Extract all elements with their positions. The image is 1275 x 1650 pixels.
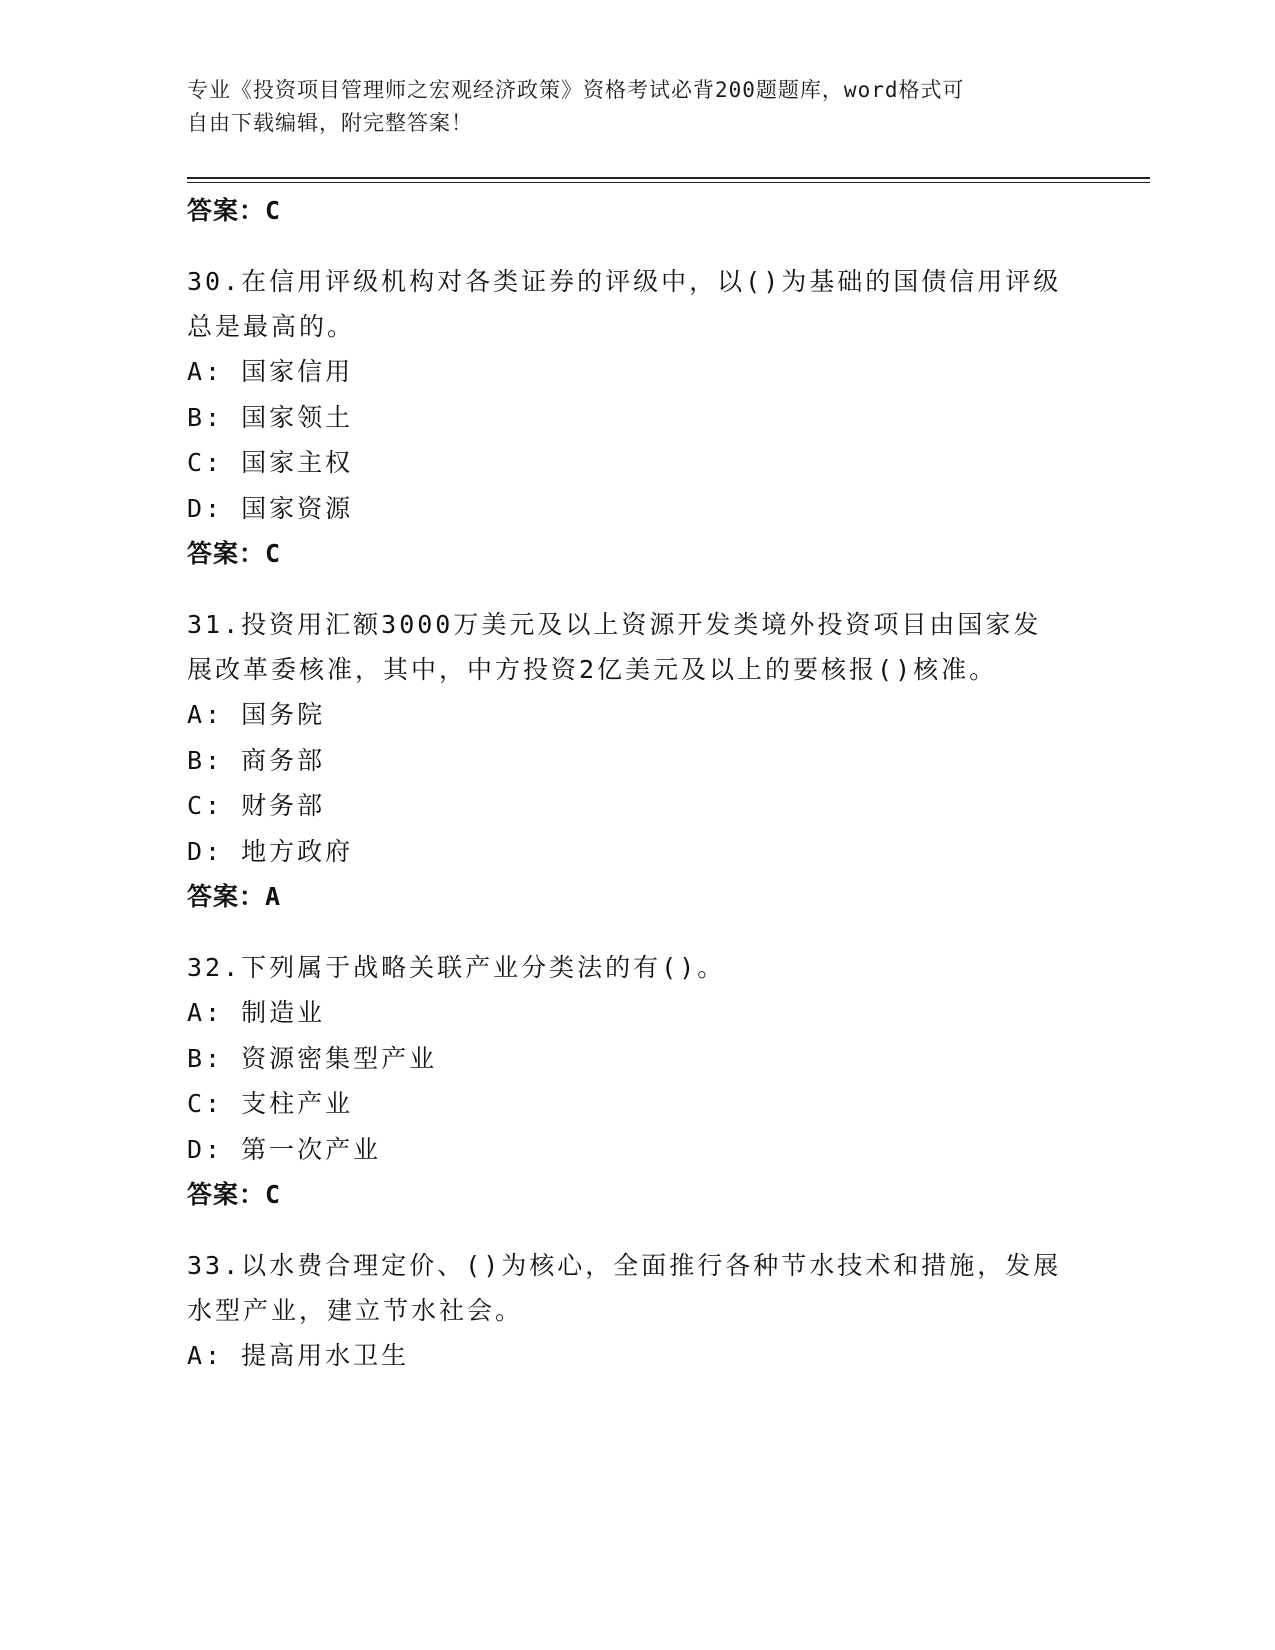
option-a: A: 国家信用 xyxy=(187,357,354,386)
document-header xyxy=(187,74,1087,140)
question-text-continued: 水型产业，建立节水社会。 xyxy=(187,1296,524,1325)
option-c: C: 财务部 xyxy=(187,791,326,820)
option-d: D: 国家资源 xyxy=(187,493,354,523)
question-31 xyxy=(187,602,1087,920)
answer-label: 答案：A xyxy=(187,882,282,911)
option-c: C: 支柱产业 xyxy=(187,1089,354,1118)
option-c: C: 国家主权 xyxy=(187,448,354,477)
answer-label: 答案：C xyxy=(187,539,282,568)
option-a: A: 制造业 xyxy=(187,998,326,1027)
question-33 xyxy=(187,1243,1087,1379)
question-text-continued: 总是最高的。 xyxy=(187,312,356,341)
question-list xyxy=(187,188,1087,1379)
question-text: 32.下列属于战略关联产业分类法的有()。 xyxy=(187,953,726,982)
question-text: 30.在信用评级机构对各类证券的评级中，以()为基础的国债信用评级 xyxy=(187,267,1062,296)
header-line-1: 专业《投资项目管理师之宏观经济政策》资格考试必背200题题库，word格式可 xyxy=(187,78,965,102)
option-a: A: 国务院 xyxy=(187,700,326,729)
question-text: 31.投资用汇额3000万美元及以上资源开发类境外投资项目由国家发 xyxy=(187,610,1042,639)
option-a: A: 提高用水卫生 xyxy=(187,1341,410,1370)
option-d: D: 第一次产业 xyxy=(187,1134,382,1164)
question-32 xyxy=(187,945,1087,1218)
option-b: B: 资源密集型产业 xyxy=(187,1043,438,1073)
answer-label: 答案：C xyxy=(187,1180,282,1209)
question-text: 33.以水费合理定价、()为核心，全面推行各种节水技术和措施，发展 xyxy=(187,1251,1062,1280)
header-rule-thick xyxy=(187,177,1150,179)
question-text-continued: 展改革委核准，其中，中方投资2亿美元及以上的要核报()核准。 xyxy=(187,655,998,684)
option-b: B: 商务部 xyxy=(187,745,326,775)
question-30 xyxy=(187,259,1087,577)
answer-label: 答案：C xyxy=(187,196,282,225)
option-d: D: 地方政府 xyxy=(187,836,354,866)
header-line-2: 自由下载编辑，附完整答案！ xyxy=(187,111,473,135)
option-b: B: 国家领土 xyxy=(187,402,354,432)
header-rule-thin xyxy=(187,182,1150,183)
